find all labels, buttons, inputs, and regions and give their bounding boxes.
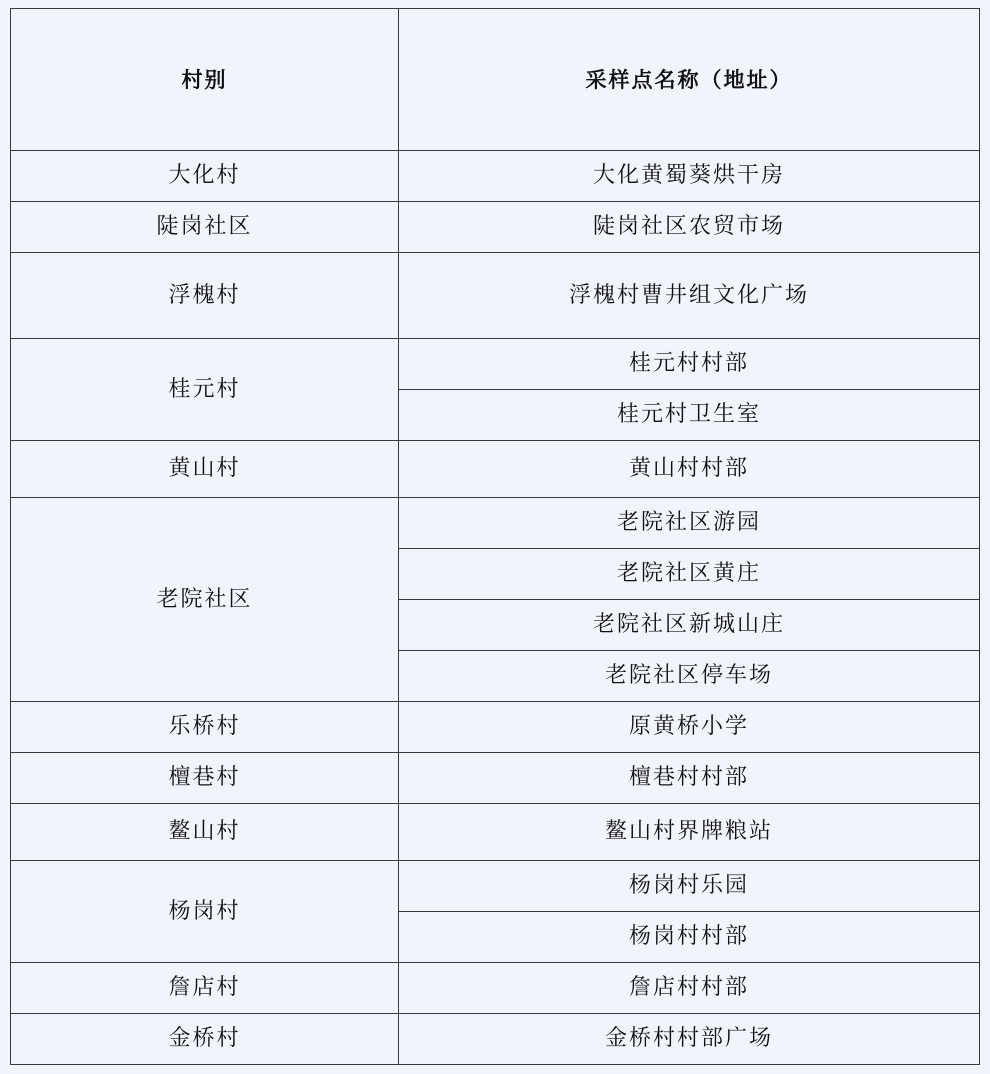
site-cell: 鳌山村界牌粮站 [399,804,980,861]
site-cell: 原黄桥小学 [399,702,980,753]
table-row [11,963,980,1014]
village-cell: 大化村 [11,151,399,202]
table-row [11,151,980,202]
table-row [11,702,980,753]
table-row [11,861,980,912]
site-cell: 老院社区新城山庄 [399,600,980,651]
village-cell: 黄山村 [11,441,399,498]
village-cell: 桂元村 [11,339,399,441]
table-row [11,441,980,498]
site-cell: 老院社区黄庄 [399,549,980,600]
table-row [11,253,980,339]
site-cell: 陡岗社区农贸市场 [399,202,980,253]
site-cell: 浮槐村曹井组文化广场 [399,253,980,339]
village-cell: 老院社区 [11,498,399,702]
sampling-sites-table [10,8,980,1065]
village-cell: 鳌山村 [11,804,399,861]
table-header-row [11,9,980,151]
site-cell: 金桥村村部广场 [399,1014,980,1065]
village-cell: 浮槐村 [11,253,399,339]
table-row [11,753,980,804]
site-cell: 杨岗村村部 [399,912,980,963]
site-cell: 杨岗村乐园 [399,861,980,912]
site-cell: 檀巷村村部 [399,753,980,804]
village-cell: 乐桥村 [11,702,399,753]
village-cell: 檀巷村 [11,753,399,804]
table-row [11,339,980,390]
site-cell: 大化黄蜀葵烘干房 [399,151,980,202]
site-cell: 老院社区游园 [399,498,980,549]
table-row [11,202,980,253]
village-cell: 詹店村 [11,963,399,1014]
header-sampling-site: 采样点名称（地址） [399,9,980,151]
table-row [11,1014,980,1065]
site-cell: 黄山村村部 [399,441,980,498]
site-cell: 桂元村村部 [399,339,980,390]
site-cell: 桂元村卫生室 [399,390,980,441]
table-row [11,498,980,549]
header-village: 村别 [11,9,399,151]
site-cell: 老院社区停车场 [399,651,980,702]
site-cell: 詹店村村部 [399,963,980,1014]
village-cell: 陡岗社区 [11,202,399,253]
table-row [11,804,980,861]
village-cell: 杨岗村 [11,861,399,963]
village-cell: 金桥村 [11,1014,399,1065]
